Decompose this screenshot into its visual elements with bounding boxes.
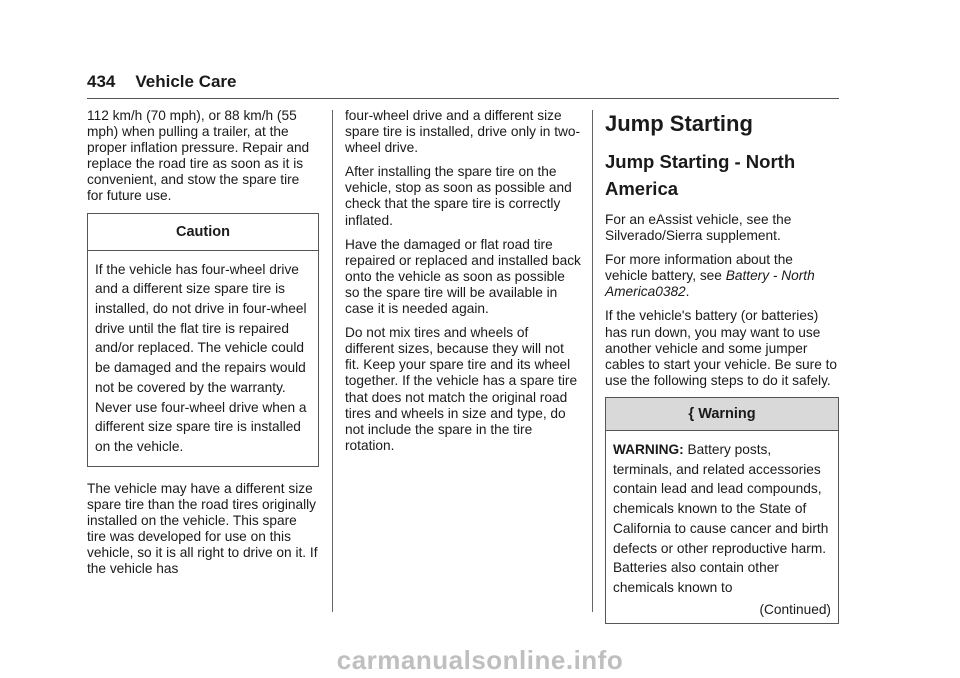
warning-header	[606, 398, 838, 431]
paragraph: For an eAssist vehicle, see the Silverado/Sierra supplement.	[605, 212, 792, 244]
cross-reference-page: 382	[662, 284, 686, 300]
column-1	[87, 108, 319, 585]
paragraph: After installing the spare tire on the vehicle, stop as soon as possible and check that the spare tire is correctly inflated.	[345, 164, 572, 228]
warning-label: WARNING:	[613, 442, 684, 458]
paragraph: If the vehicle's battery (or batteries) has run down, you may want to use another vehicle and some jumper cables to start your vehicle. Be sure to use the following steps to do it safely.	[605, 308, 838, 388]
paragraph: 112 km/h (70 mph), or 88 km/h (55 mph) when pulling a trailer, at the proper inflation pressure. Repair and replace the road tire as soon as it is convenient, and stow the spare tire for future use.	[87, 108, 310, 204]
continued-label: (Continued)	[759, 601, 831, 617]
warning-body	[606, 431, 838, 623]
paragraph: Have the damaged or flat road tire repaired or replaced and installed back onto the vehicle as soon as possible so the spare tire will be available in case it is needed again.	[345, 236, 581, 317]
page-number: 434	[87, 72, 116, 91]
header-rule	[87, 98, 839, 99]
page-header	[87, 72, 237, 92]
paragraph-text: For more information about the vehicle battery, see	[605, 252, 793, 284]
warning-text: Battery posts, terminals, and related accessories contain lead and lead compounds, chemicals known to the State of California to cause cancer and birth defects or other reproductive harm. Batteries also contain other chemicals known to	[613, 442, 829, 595]
warning-icon: {	[688, 404, 695, 422]
column-3	[605, 108, 839, 638]
warning-title: Warning	[698, 405, 756, 422]
subsection-heading: Jump Starting - North America	[605, 151, 796, 199]
caution-title: Caution	[88, 214, 318, 251]
caution-box	[87, 213, 319, 467]
column-2	[345, 108, 581, 462]
paragraph: four-wheel drive and a different size spare tire is installed, drive only in two-wheel drive.	[345, 108, 581, 156]
paragraph-text: .	[685, 284, 690, 300]
paragraph-with-reference	[605, 252, 839, 300]
column-divider-1	[332, 110, 333, 612]
paragraph: The vehicle may have a different size spare tire than the road tires originally installed on the vehicle. This spare tire was developed for use on this vehicle, so it is all right to drive on it. If the vehicle has	[87, 480, 318, 577]
paragraph: Do not mix tires and wheels of different sizes, because they will not fit. Keep your spare tire and its wheel together. If the vehicle has a spare tire that does not match the original road tires and wheels in size and type, do not include the spare in the tire rotation.	[345, 325, 578, 453]
caution-body: If the vehicle has four-wheel drive and a different size spare tire is installed, do not drive in four-wheel drive until the flat tire is repaired and/or replaced. The vehicle could be damaged and the repairs would not be covered by the warranty. Never use four-wheel drive when a different size spare tire is installed on the vehicle.	[95, 261, 307, 454]
cross-reference-title: Battery - North America	[605, 268, 815, 300]
column-divider-2	[592, 110, 593, 612]
page-reference-icon: 0	[655, 284, 663, 300]
warning-box	[605, 397, 839, 624]
section-title: Vehicle Care	[135, 72, 237, 91]
watermark: carmanualsonline.info	[336, 645, 624, 675]
section-heading: Jump Starting	[605, 111, 753, 136]
